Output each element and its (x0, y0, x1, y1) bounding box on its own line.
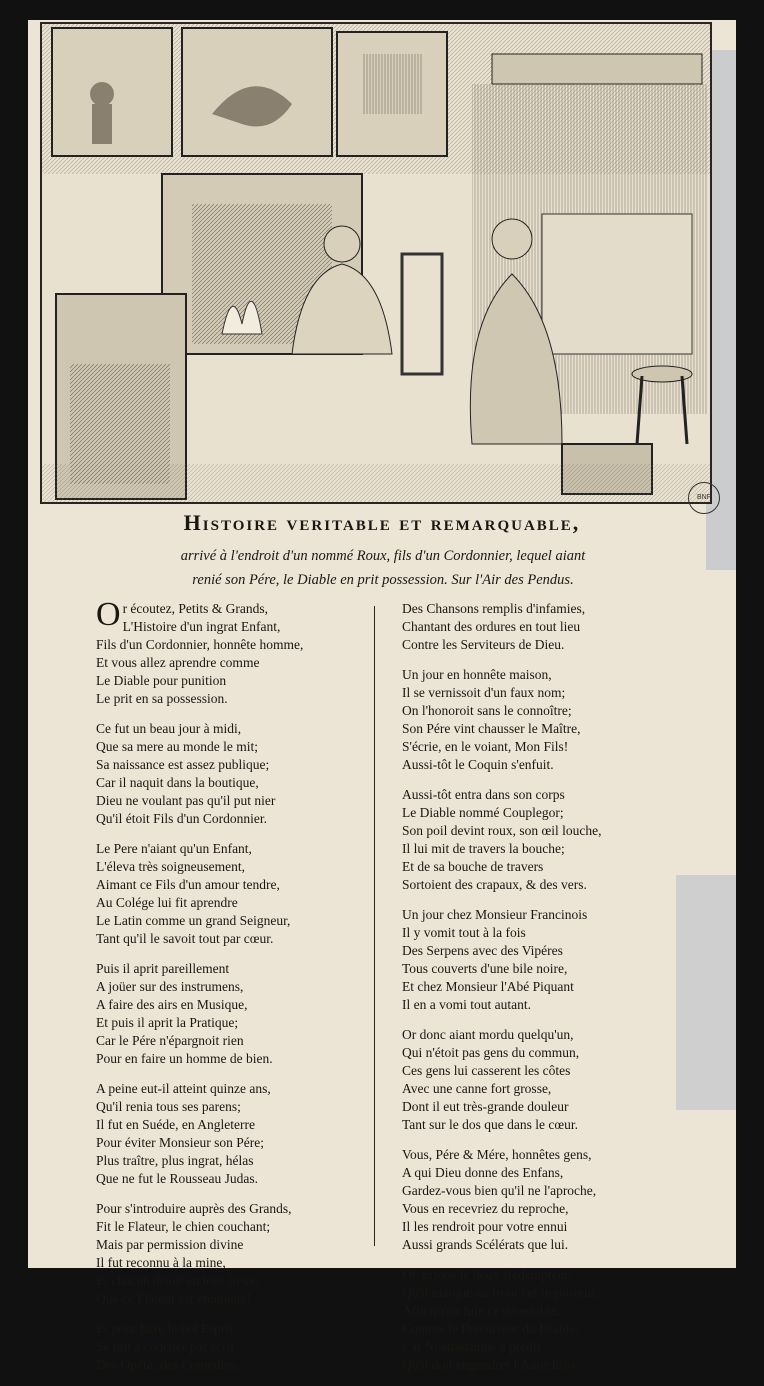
verse-line: Que sa mere au monde le mit; (96, 739, 258, 754)
verse-line: Le prit en sa possession. (96, 691, 228, 706)
verse-line: Vous, Pére & Mére, honnêtes gens, (402, 1147, 592, 1162)
verse-line: Son poil devint roux, son œil louche, (402, 823, 602, 838)
verse-line: Tant qu'il le savoit tout par cœur. (96, 931, 274, 946)
verse-line: r écoutez, Petits & Grands, (122, 601, 269, 616)
verse-line: Aussi-tôt le Coquin s'enfuit. (402, 757, 554, 772)
verse-line: On l'honoroit sans le connoître; (402, 703, 572, 718)
verse-line: Car il naquit dans la boutique, (96, 775, 259, 790)
verse-line: Il fut en Suéde, en Angleterre (96, 1117, 255, 1132)
subtitle-line: renié son Pére, le Diable en prit possession. Sur l'Air des Pendus. (192, 572, 574, 588)
verse-line: Ces gens lui casserent les côtes (402, 1063, 571, 1078)
stanza (402, 600, 702, 654)
verse-line: Le Latin comme un grand Seigneur, (96, 913, 291, 928)
drop-cap: O (96, 596, 121, 633)
verse-line: Aussi grands Scélérats que lui. (402, 1237, 569, 1252)
verse-line: Tant sur le dos que dans le cœur. (402, 1117, 579, 1132)
verse-line: Le Pere n'aiant qu'un Enfant, (96, 841, 252, 856)
verse-line: S'écrie, en le voiant, Mon Fils! (402, 739, 569, 754)
page-title: Histoire veritable et remarquable, (183, 510, 581, 535)
stanza (96, 1080, 396, 1188)
verse-line: Et chacun disoit en tous lieux, (96, 1273, 259, 1288)
engraving-illustration (40, 22, 712, 504)
verse-line: A peine eut-il atteint quinze ans, (96, 1081, 271, 1096)
verse-line: Qu'il renia tous ses parens; (96, 1099, 241, 1114)
verse-line: Qu'il marque au front cet Imposteur, (402, 1285, 599, 1300)
verse-line: Que ne fut le Rousseau Judas. (96, 1171, 258, 1186)
engraving-drawing (42, 24, 710, 502)
verse-line: Le Diable nommé Couplegor; (402, 805, 564, 820)
stanza (402, 1266, 702, 1374)
verse-line: Des Serpens avec des Vipéres (402, 943, 563, 958)
verse-line: Qu'il doit engendrer l'Antéchrist. (402, 1357, 580, 1372)
verse-line: Tous couverts d'une bile noire, (402, 961, 568, 976)
verse-line: Qui n'étoit pas gens du commun, (402, 1045, 580, 1060)
verse-line: Sa naissance est assez publique; (96, 757, 270, 772)
verse-line: Il se vernissoit d'un faux nom; (402, 685, 566, 700)
verse-line: Vous en recevriez du reproche, (402, 1201, 569, 1216)
stanza (96, 1320, 396, 1374)
broadsheet-page (28, 20, 736, 1372)
verse-line: Car le Pére n'épargnoit rien (96, 1033, 244, 1048)
verse-line: Afin qu'on fuie ce détestable: (402, 1303, 561, 1318)
stanza (402, 1146, 702, 1254)
verse-line: Au Colége lui fit aprendre (96, 895, 238, 910)
stanza (402, 666, 702, 774)
verse-line: A qui Dieu donne des Enfans, (402, 1165, 564, 1180)
verse-line: Il fut reconnu à la mine, (96, 1255, 226, 1270)
verse-line: Il les rendroit pour votre ennui (402, 1219, 568, 1234)
verse-line: Il lui mit de travers la bouche; (402, 841, 565, 856)
verse-line: Des Chansons remplis d'infamies, (402, 601, 586, 616)
verse-line: Il y vomit tout à la fois (402, 925, 526, 940)
verse-line: Aussi-tôt entra dans son corps (402, 787, 565, 802)
stanza (96, 720, 396, 828)
verse-line: Gardez-vous bien qu'il ne l'aproche, (402, 1183, 597, 1198)
stanza (96, 840, 396, 948)
verse-line: L'éleva très soigneusement, (96, 859, 246, 874)
stanza (402, 906, 702, 1014)
verse-line: Dont il eut très-grande douleur (402, 1099, 569, 1114)
verse-line: Sortoient des crapaux, & des vers. (402, 877, 587, 892)
verse-line: Un jour chez Monsieur Francinois (402, 907, 588, 922)
verse-line: Or, prions le doux Redempteur, (402, 1267, 572, 1282)
verse-line: Pour en faire un homme de bien. (96, 1051, 273, 1066)
verse-line: Pour s'introduire auprès des Grands, (96, 1201, 292, 1216)
verse-line: Or donc aiant mordu quelqu'un, (402, 1027, 574, 1042)
stanza (96, 1200, 396, 1308)
verse-line: Un jour en honnête maison, (402, 667, 552, 682)
verse-line: Contre les Serviteurs de Dieu. (402, 637, 565, 652)
verse-line: Car Nostradamus a prédit (402, 1339, 541, 1354)
stanza (96, 596, 396, 708)
verse-line: Aimant ce Fils d'un amour tendre, (96, 877, 280, 892)
verse-line: Et vous allez aprendre comme (96, 655, 260, 670)
left-column (96, 596, 396, 1386)
verse-line: Son Pére vint chausser le Maître, (402, 721, 581, 736)
verse-line: Fils d'un Cordonnier, honnête homme, (96, 637, 304, 652)
verse-line: Plus traître, plus ingrat, hélas (96, 1153, 254, 1168)
verse-line: Ce fut un beau jour à midi, (96, 721, 242, 736)
verse-line: Dieu ne voulant pas qu'il put nier (96, 793, 276, 808)
verse-line: A faire des airs en Musique, (96, 997, 248, 1012)
verse-line: L'Histoire d'un ingrat Enfant, (122, 619, 281, 634)
verse-line: Avec une canne fort grosse, (402, 1081, 552, 1096)
verse-line: Et puis il aprit la Pratique; (96, 1015, 239, 1030)
subtitle-line: arrivé à l'endroit d'un nommé Roux, fils d'un Cordonnier, lequel aiant (180, 548, 586, 564)
verse-line: Et de sa bouche de travers (402, 859, 544, 874)
verse-line: Se mit à coucher par écrit (96, 1339, 235, 1354)
library-stamp: BNF (688, 482, 720, 514)
verse-line: Le Diable pour punition (96, 673, 227, 688)
subtitle (68, 544, 698, 592)
verse-line: Et chez Monsieur l'Abé Piquant (402, 979, 574, 994)
verse-line: Que ce Flateur est ennuieux! (96, 1291, 252, 1306)
right-column (402, 600, 702, 1386)
stanza (96, 960, 396, 1068)
verse-line: Chantant des ordures en tout lieu (402, 619, 581, 634)
verse-line: A joüer sur des instrumens, (96, 979, 244, 994)
verse-line: Mais par permission divine (96, 1237, 244, 1252)
verse-line: Il en a vomi tout autant. (402, 997, 531, 1012)
verse-line: Pour éviter Monsieur son Pére; (96, 1135, 264, 1150)
verse-line: Fit le Flateur, le chien couchant; (96, 1219, 271, 1234)
verse-line: Comme le Précurseur du Diable; (402, 1321, 579, 1336)
verse-line: Des Opéra, des Comédies, (96, 1357, 239, 1372)
stanza (402, 786, 702, 894)
verse-line: Puis il aprit pareillement (96, 961, 230, 976)
verse-line: Qu'il étoit Fils d'un Cordonnier. (96, 811, 267, 826)
verse-line: Et pour faire le bel Esprit (96, 1321, 233, 1336)
stanza (402, 1026, 702, 1134)
